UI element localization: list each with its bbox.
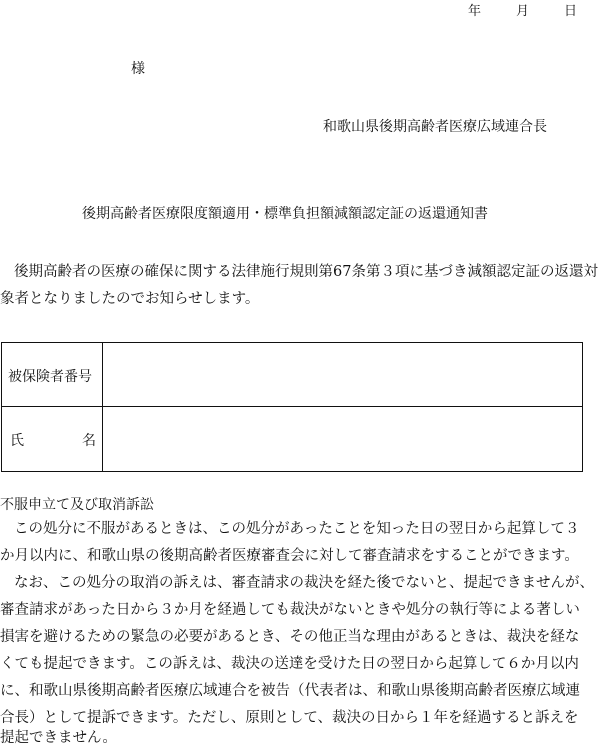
appeal-line: か月以内に、和歌山県の後期高齢者医療審査会に対して審査請求をすることができます。 bbox=[0, 548, 579, 564]
insured-number-label-cell bbox=[2, 343, 103, 406]
appeal-line: に、和歌山県後期高齢者医療広域連合を被告（代表者は、和歌山県後期高齢者医療広域連 bbox=[0, 683, 580, 699]
appeal-line: この処分に不服があるときは、この処分があったことを知った日の翌日から起算して３ bbox=[14, 521, 580, 537]
name-label-first: 氏 bbox=[10, 433, 24, 449]
appeal-line: 合長）として提訴できます。ただし、原則として、裁決の日から１年を経過すると訴えを bbox=[0, 710, 579, 726]
appeal-line: くても提起できます。この訴えは、裁決の送達を受けた日の翌日から起算して６か月以内 bbox=[0, 656, 579, 672]
document-title: 後期高齢者医療限度額適用・標準負担額減額認定証の返還通知書 bbox=[82, 206, 488, 222]
appeal-line: 損害を避けるための緊急の必要があるとき、その他正当な理由があるときは、裁決を経な bbox=[0, 629, 580, 645]
date-month-label: 月 bbox=[516, 4, 530, 19]
info-table bbox=[1, 342, 583, 472]
recipient-honorific: 様 bbox=[131, 61, 145, 77]
insured-number-field[interactable] bbox=[103, 343, 582, 406]
name-field[interactable] bbox=[103, 407, 582, 471]
intro-line-2: 象者となりましたのでお知らせします。 bbox=[0, 291, 260, 307]
insured-number-row bbox=[2, 343, 582, 407]
date-year-label: 年 bbox=[468, 4, 482, 19]
insured-number-label: 被保険者番号 bbox=[8, 369, 92, 385]
name-row bbox=[2, 407, 582, 471]
appeal-line: 審査請求があった日から３か月を経過しても裁決がないときや処分の執行等による著しい bbox=[0, 602, 580, 618]
appeal-heading: 不服申立て及び取消訴訟 bbox=[0, 497, 154, 513]
appeal-line: 提起できません。 bbox=[0, 730, 117, 746]
date-line bbox=[468, 0, 577, 19]
name-label-cell bbox=[2, 407, 103, 471]
appeal-line: なお、この処分の取消の訴えは、審査請求の裁決を経た後でないと、提起できませんが、 bbox=[14, 575, 594, 591]
date-day-label: 日 bbox=[564, 4, 578, 19]
name-label-second: 名 bbox=[82, 433, 96, 449]
issuer-name: 和歌山県後期高齢者医療広域連合長 bbox=[323, 119, 547, 135]
intro-line-1: 後期高齢者の医療の確保に関する法律施行規則第67条第３項に基づき減額認定証の返還対 bbox=[14, 264, 598, 280]
